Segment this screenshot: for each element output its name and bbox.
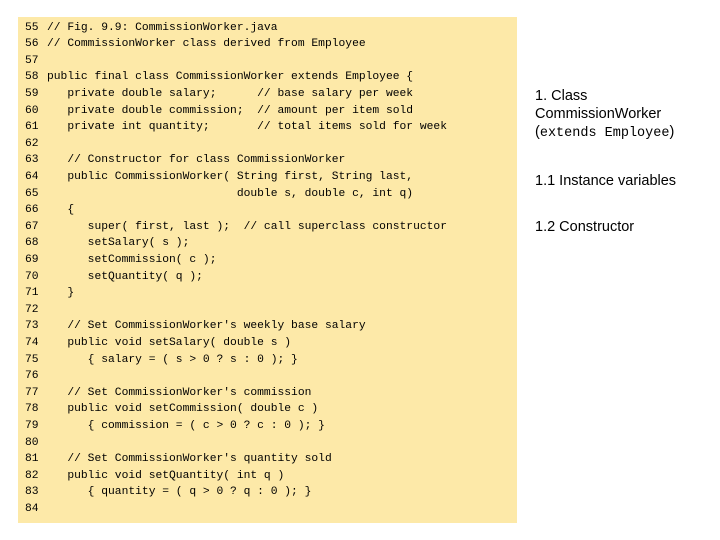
line-code: { commission = ( c > 0 ? c : 0 ); } bbox=[47, 419, 325, 432]
line-code: public CommissionWorker( String first, String last, bbox=[47, 170, 414, 183]
note-class-name: CommissionWorker bbox=[535, 106, 662, 122]
line-number: 69 bbox=[25, 253, 39, 266]
line-number: 83 bbox=[25, 486, 39, 499]
code-line bbox=[18, 169, 517, 186]
extends-clause: extends Employee bbox=[539, 126, 670, 141]
code-line bbox=[18, 335, 517, 352]
line-number: 58 bbox=[25, 71, 39, 84]
code-line bbox=[18, 285, 517, 302]
line-number: 74 bbox=[25, 336, 39, 349]
note-instance-variables: 1.1 Instance variables bbox=[535, 173, 677, 189]
code-line bbox=[18, 318, 517, 335]
line-number: 60 bbox=[25, 104, 39, 117]
line-number: 59 bbox=[25, 87, 39, 100]
code-line bbox=[18, 435, 517, 452]
paren-open: ( bbox=[535, 124, 540, 140]
code-line bbox=[18, 352, 517, 369]
line-code: setSalary( s ); bbox=[47, 237, 190, 250]
paren-close: ) bbox=[669, 124, 675, 140]
code-line bbox=[18, 20, 517, 37]
line-code: // Fig. 9.9: CommissionWorker.java bbox=[47, 21, 278, 34]
line-code: } bbox=[47, 287, 75, 300]
line-number: 72 bbox=[25, 303, 39, 316]
code-line bbox=[18, 451, 517, 468]
line-code: // CommissionWorker class derived from Employee bbox=[47, 38, 366, 51]
code-line bbox=[18, 269, 517, 286]
line-number: 75 bbox=[25, 353, 39, 366]
note-class-title bbox=[535, 87, 715, 143]
code-line bbox=[18, 86, 517, 103]
line-number: 68 bbox=[25, 237, 39, 250]
line-code: public void setSalary( double s ) bbox=[47, 336, 292, 349]
line-number: 61 bbox=[25, 121, 39, 134]
line-number: 55 bbox=[25, 21, 39, 34]
line-number: 80 bbox=[25, 436, 39, 449]
code-line bbox=[18, 186, 517, 203]
code-line bbox=[18, 36, 517, 53]
line-code: setQuantity( q ); bbox=[47, 270, 203, 283]
code-line bbox=[18, 401, 517, 418]
line-number: 81 bbox=[25, 453, 39, 466]
code-line bbox=[18, 152, 517, 169]
line-code: double s, double c, int q) bbox=[47, 187, 414, 200]
line-number: 71 bbox=[25, 287, 39, 300]
note-class-heading: 1. Class bbox=[535, 88, 588, 104]
code-line bbox=[18, 235, 517, 252]
code-line bbox=[18, 202, 517, 219]
code-line bbox=[18, 484, 517, 501]
code-line bbox=[18, 53, 517, 70]
line-number: 64 bbox=[25, 170, 39, 183]
code-line bbox=[18, 103, 517, 120]
line-number: 56 bbox=[25, 38, 39, 51]
code-line bbox=[18, 119, 517, 136]
code-line bbox=[18, 302, 517, 319]
line-code: super( first, last ); // call superclass constructor bbox=[47, 220, 447, 233]
line-code: public void setQuantity( int q ) bbox=[47, 469, 285, 482]
code-line bbox=[18, 418, 517, 435]
line-code: private double salary; // base salary per week bbox=[47, 87, 414, 100]
code-line bbox=[18, 385, 517, 402]
note-class-extends bbox=[535, 123, 715, 143]
line-number: 70 bbox=[25, 270, 39, 283]
line-code: // Constructor for class CommissionWorker bbox=[47, 154, 346, 167]
note-constructor: 1.2 Constructor bbox=[535, 219, 635, 235]
line-number: 76 bbox=[25, 370, 39, 383]
line-code: private int quantity; // total items sold for week bbox=[47, 121, 447, 134]
code-line bbox=[18, 468, 517, 485]
line-code: // Set CommissionWorker's quantity sold bbox=[47, 453, 332, 466]
line-number: 78 bbox=[25, 403, 39, 416]
line-code: { quantity = ( q > 0 ? q : 0 ); } bbox=[47, 486, 312, 499]
line-number: 84 bbox=[25, 502, 39, 515]
line-number: 62 bbox=[25, 137, 39, 150]
code-line bbox=[18, 501, 517, 518]
line-number: 67 bbox=[25, 220, 39, 233]
line-code: public void setCommission( double c ) bbox=[47, 403, 319, 416]
code-line bbox=[18, 136, 517, 153]
line-code: // Set CommissionWorker's commission bbox=[47, 386, 312, 399]
code-line bbox=[18, 69, 517, 86]
code-line bbox=[18, 219, 517, 236]
line-number: 65 bbox=[25, 187, 39, 200]
line-number: 82 bbox=[25, 469, 39, 482]
line-code: public final class CommissionWorker extends Employee { bbox=[47, 71, 414, 84]
line-code: { salary = ( s > 0 ? s : 0 ); } bbox=[47, 353, 298, 366]
line-number: 79 bbox=[25, 419, 39, 432]
line-code: { bbox=[47, 204, 75, 217]
line-code: setCommission( c ); bbox=[47, 253, 217, 266]
line-code: private double commission; // amount per item sold bbox=[47, 104, 414, 117]
line-code: // Set CommissionWorker's weekly base salary bbox=[47, 320, 366, 333]
code-line bbox=[18, 252, 517, 269]
code-listing-panel bbox=[18, 17, 517, 523]
line-number: 63 bbox=[25, 154, 39, 167]
line-number: 77 bbox=[25, 386, 39, 399]
line-number: 66 bbox=[25, 204, 39, 217]
code-line bbox=[18, 368, 517, 385]
line-number: 73 bbox=[25, 320, 39, 333]
line-number: 57 bbox=[25, 54, 39, 67]
